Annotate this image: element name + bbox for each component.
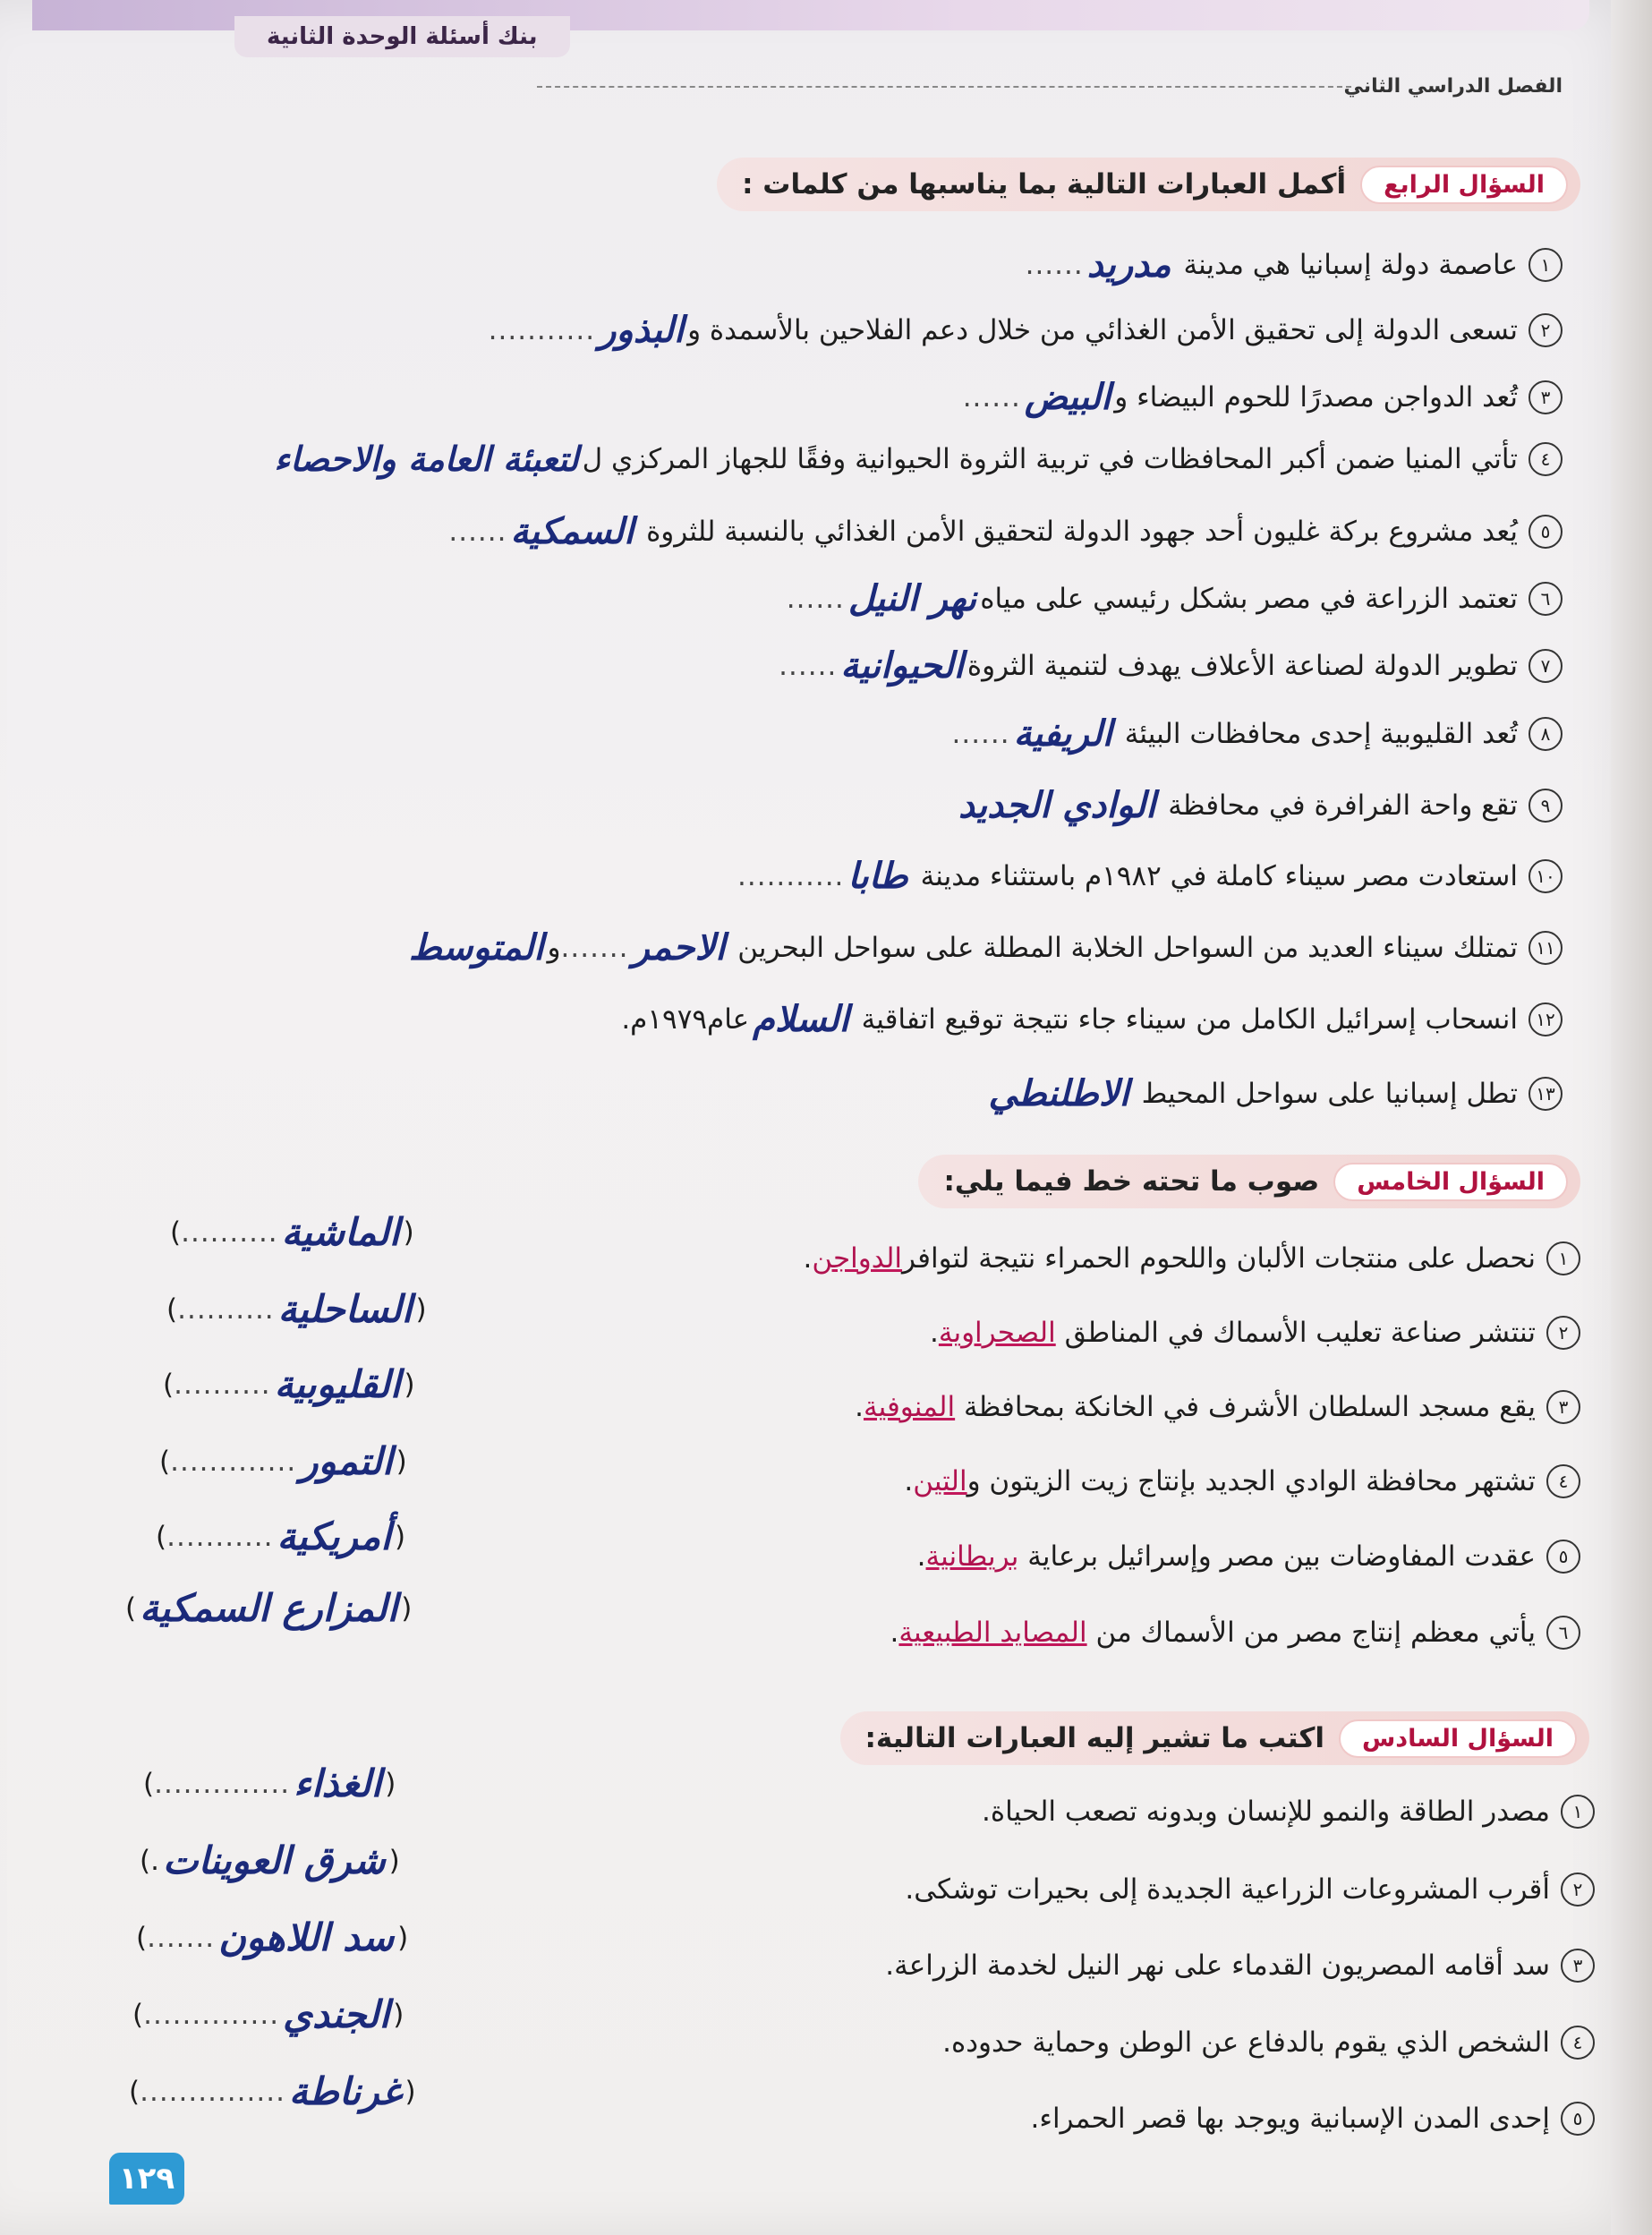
q4-item-8 <box>952 712 1563 755</box>
item-number: ٤ <box>1529 442 1563 476</box>
q4-header <box>717 158 1580 211</box>
q5-item-4 <box>904 1464 1580 1498</box>
item-text: نحصل على منتجات الألبان واللحوم الحمراء نتيجة لتوافر <box>902 1242 1536 1275</box>
item-number: ٨ <box>1529 717 1563 751</box>
item-number: ٤ <box>1561 2026 1595 2060</box>
item-text: تسعى الدولة إلى تحقيق الأمن الغذائي من خلال دعم الفلاحين بالأسمدة و <box>687 313 1518 346</box>
handwritten-answer: الساحلية <box>277 1287 413 1331</box>
item-number: ١٢ <box>1529 1002 1563 1036</box>
page-edge <box>1611 0 1652 2235</box>
handwritten-answer: المزارع السمكية <box>140 1586 398 1630</box>
item-end: . <box>890 1617 899 1649</box>
handwritten-answer: طابا <box>847 855 908 897</box>
item-number: ٧ <box>1529 649 1563 683</box>
handwritten-answer: السلام <box>753 998 849 1040</box>
item-text: مصدر الطاقة والنمو للإنسان وبدونه تصعب الحياة. <box>982 1796 1550 1828</box>
item-end: . <box>803 1242 813 1275</box>
q6-badge: السؤال السادس <box>1339 1719 1577 1758</box>
item-number: ٥ <box>1529 515 1563 549</box>
q4-badge: السؤال الرابع <box>1360 166 1568 204</box>
item-end: . <box>904 1465 914 1497</box>
item-number: ٥ <box>1546 1540 1580 1574</box>
q5-answer-3: ( القليوبية .......... ) <box>163 1362 415 1406</box>
handwritten-answer: أمريكية <box>277 1514 391 1558</box>
item-text: تمتلك سيناء العديد من السواحل الخلابة المطلة على سواحل البحرين <box>737 931 1518 964</box>
term-label: الفصل الدراسي الثاني <box>1343 75 1563 98</box>
handwritten-answer: مدريد <box>1086 243 1171 286</box>
item-number: ٢ <box>1529 313 1563 347</box>
handwritten-answer: الغذاء <box>294 1762 382 1805</box>
item-text: تنتشر صناعة تعليب الأسماك في المناطق <box>1064 1317 1536 1349</box>
item-end: . <box>929 1317 939 1349</box>
conjunction: و <box>547 931 561 964</box>
handwritten-answer: الجندي <box>283 1992 390 2036</box>
q6-answer-2: ( شرق العوينات .) <box>140 1838 400 1882</box>
item-text: تُعد القليوبية إحدى محافظات البيئة <box>1124 717 1518 750</box>
handwritten-answer: السمكية <box>510 510 634 552</box>
item-end: . <box>855 1391 864 1423</box>
blank-dots: ...... <box>1025 248 1084 281</box>
item-tail: عام١٩٧٩م. <box>621 1002 750 1036</box>
handwritten-answer: الماشية <box>281 1210 400 1254</box>
item-text: يقع مسجد السلطان الأشرف في الخانكة بمحافظة <box>963 1391 1536 1423</box>
q5-item-3 <box>855 1390 1580 1424</box>
q5-item-6 <box>890 1616 1580 1650</box>
handwritten-answer: الاحمر <box>632 926 726 968</box>
q6-answer-1: ( الغذاء .............. ) <box>143 1762 396 1805</box>
q5-badge: السؤال الخامس <box>1333 1163 1568 1201</box>
q5-answer-1: ( الماشية .......... ) <box>170 1210 414 1254</box>
item-number: ٢ <box>1561 1872 1595 1907</box>
q4-item-3 <box>963 376 1563 418</box>
q6-item-4 <box>942 2026 1595 2060</box>
handwritten-answer: القليوبية <box>274 1362 401 1406</box>
q5-answer-5: ( أمريكية ........... ) <box>156 1514 406 1558</box>
q5-answer-2: ( الساحلية .......... ) <box>166 1287 427 1331</box>
item-number: ٢ <box>1546 1316 1580 1350</box>
q5-answer-6: ( المزارع السمكية ) <box>125 1586 413 1630</box>
q4-item-4 <box>270 439 1563 479</box>
q5-item-1 <box>804 1241 1581 1275</box>
q6-item-2 <box>905 1872 1595 1907</box>
q5-answer-4: ( التمور ............. ) <box>159 1439 407 1483</box>
item-text: عقدت المفاوضات بين مصر وإسرائيل برعاية <box>1027 1540 1536 1573</box>
q4-item-5 <box>448 510 1563 552</box>
q6-answer-5: ( غرناطة ............... ) <box>129 2069 416 2113</box>
q6-item-3 <box>885 1949 1595 1983</box>
blank-dots: ........... <box>488 313 596 346</box>
handwritten-answer: غرناطة <box>288 2069 402 2113</box>
item-number: ١٠ <box>1529 859 1563 893</box>
handwritten-answer: التمور <box>300 1439 393 1483</box>
underlined-word: المصايد الطبيعية <box>898 1617 1087 1649</box>
item-number: ١ <box>1546 1241 1580 1275</box>
item-number: ٣ <box>1529 380 1563 414</box>
q4-instruction: أكمل العبارات التالية بما يناسبها من كلمات : <box>742 168 1347 200</box>
item-number: ٣ <box>1546 1390 1580 1424</box>
blank-dots: ...... <box>786 582 845 615</box>
item-number: ١ <box>1529 248 1563 282</box>
underlined-word: المنوفية <box>863 1391 956 1423</box>
blank-dots: ........... <box>737 859 845 892</box>
item-number: ٩ <box>1529 789 1563 823</box>
q6-instruction: اكتب ما تشير إليه العبارات التالية: <box>864 1722 1324 1754</box>
item-number: ٦ <box>1546 1616 1580 1650</box>
handwritten-answer: سد اللاهون <box>218 1915 395 1959</box>
underlined-word: الدواجن <box>812 1242 903 1275</box>
q6-answer-3: ( سد اللاهون ....... ) <box>136 1915 409 1959</box>
q4-item-7 <box>779 644 1563 687</box>
item-number: ٦ <box>1529 582 1563 616</box>
q6-header <box>840 1711 1590 1765</box>
blank-dots: ...... <box>779 649 838 682</box>
item-text: تقع واحة الفرافرة في محافظة <box>1168 789 1518 822</box>
item-text: يُعد مشروع بركة غليون أحد جهود الدولة لتحقيق الأمن الغذائي بالنسبة للثروة <box>646 515 1518 548</box>
item-text: تعتمد الزراعة في مصر بشكل رئيسي على مياه <box>980 582 1518 615</box>
q6-item-1 <box>982 1795 1595 1829</box>
item-text: انسحاب إسرائيل الكامل من سيناء جاء نتيجة توقيع اتفاقية <box>861 1002 1518 1036</box>
q4-item-9 <box>955 784 1563 826</box>
handwritten-answer: الريفية <box>1013 712 1112 755</box>
item-number: ٣ <box>1561 1949 1595 1983</box>
page-number-badge: ١٢٩ <box>109 2153 184 2205</box>
handwritten-answer: الحيوانية <box>840 644 964 687</box>
q4-item-1 <box>1026 243 1563 286</box>
handwritten-answer: الوادي الجديد <box>958 784 1156 826</box>
handwritten-answer: الاطلنطي <box>988 1072 1129 1114</box>
q4-item-11 <box>405 926 1563 968</box>
q5-header <box>918 1155 1580 1208</box>
blank-dots: ...... <box>962 380 1021 414</box>
item-text: تشتهر محافظة الوادي الجديد بإنتاج زيت الزيتون و <box>967 1465 1536 1497</box>
handwritten-answer: المتوسط <box>408 926 544 968</box>
q4-item-12 <box>621 998 1563 1040</box>
item-text: سد أقامه المصريون القدماء على نهر النيل لخدمة الزراعة. <box>885 1949 1550 1982</box>
q4-item-6 <box>787 577 1563 619</box>
blank-dots: ...... <box>448 515 507 548</box>
item-text: عاصمة دولة إسبانيا هي مدينة <box>1183 248 1518 281</box>
item-text: تطل إسبانيا على سواحل المحيط <box>1141 1077 1518 1110</box>
unit-title: بنك أسئلة الوحدة الثانية <box>234 16 570 57</box>
handwritten-answer: البذور <box>599 309 685 351</box>
item-number: ١١ <box>1529 931 1563 965</box>
underlined-word: التين <box>913 1465 967 1497</box>
blank-dots: ...... <box>951 717 1010 750</box>
handwritten-answer: البيض <box>1024 376 1111 418</box>
underlined-word: بريطانية <box>925 1540 1019 1573</box>
item-text: يأتي معظم إنتاج مصر من الأسماك من <box>1095 1617 1536 1649</box>
item-number: ١ <box>1561 1795 1595 1829</box>
q6-answer-4: ( الجندي .............. ) <box>132 1992 404 2036</box>
item-text: تطوير الدولة لصناعة الأعلاف يهدف لتنمية الثروة <box>967 649 1518 682</box>
handwritten-answer: نهر النيل <box>847 577 977 619</box>
q4-item-13 <box>985 1072 1563 1114</box>
q4-item-10 <box>737 855 1563 897</box>
item-end: . <box>916 1540 926 1573</box>
q5-instruction: صوب ما تحته خط فيما يلي: <box>943 1165 1320 1198</box>
item-text: استعادت مصر سيناء كاملة في ١٩٨٢م باستثناء مدينة <box>920 859 1518 892</box>
item-text: الشخص الذي يقوم بالدفاع عن الوطن وحماية حدوده. <box>942 2026 1550 2059</box>
q5-item-5 <box>917 1540 1580 1574</box>
q5-item-2 <box>930 1316 1580 1350</box>
item-text: أقرب المشروعات الزراعية الجديدة إلى بحيرات توشكى. <box>905 1873 1550 1906</box>
item-text: إحدى المدن الإسبانية ويوجد بها قصر الحمراء. <box>1030 2103 1550 2135</box>
item-text: تأتي المنيا ضمن أكبر المحافظات في تربية الثروة الحيوانية وفقًا للجهاز المركزي ل <box>582 442 1518 475</box>
item-number: ٥ <box>1561 2102 1595 2136</box>
handwritten-answer: لتعبئة العامة والاحصاء <box>274 439 579 479</box>
item-text: تُعد الدواجن مصدرًا للحوم البيضاء و <box>1114 380 1518 414</box>
handwritten-answer: شرق العوينات <box>162 1838 386 1882</box>
header-rule <box>537 86 1351 88</box>
q6-item-5 <box>1031 2102 1595 2136</box>
item-number: ١٣ <box>1529 1077 1563 1111</box>
underlined-word: الصحراوية <box>938 1317 1056 1349</box>
blank-dots: ....... <box>560 931 629 964</box>
item-number: ٤ <box>1546 1464 1580 1498</box>
q4-item-2 <box>489 309 1563 351</box>
